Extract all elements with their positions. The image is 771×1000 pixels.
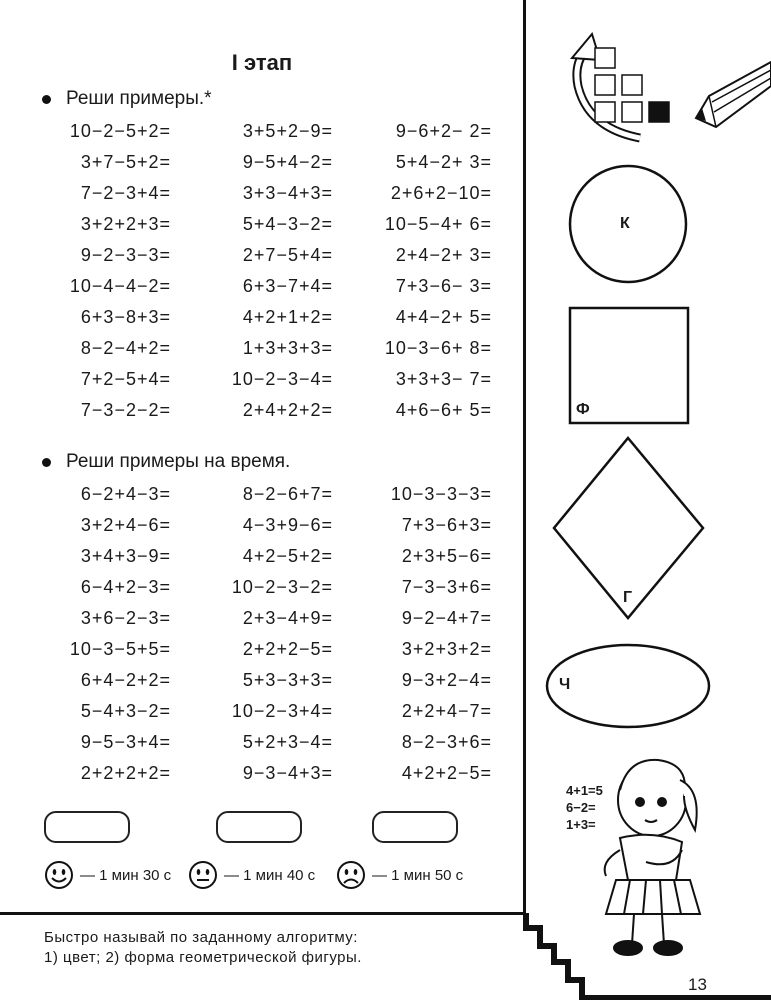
timing-text: — 1 мин 40 с [224,866,316,884]
equation: 8−2−6+7= [242,484,333,504]
equation: 10−4−4−2= [69,276,171,296]
board-line: 1+3= [566,817,596,832]
equation: 2+6+2−10= [390,183,492,203]
circle-label: К [620,215,630,232]
equation: 5+2+3−4= [242,732,333,752]
girl-illustration [605,760,700,955]
equation: 9−2−4+7= [401,608,492,628]
equation: 3+2+2+3= [80,214,171,234]
equation: 5+3−3+3= [242,670,333,690]
equation: 3+3+3− 7= [395,369,492,389]
equation: 3+4+3−9= [80,546,171,566]
equation: 6+3−7+4= [242,276,333,296]
instruction-2-text: Реши примеры на время. [66,451,291,472]
algorithm-icon [572,34,669,138]
equation: 10−2−3−2= [231,577,333,597]
equation: 8−2−4+2= [80,338,171,358]
equation: 7−3−3+6= [401,577,492,597]
equation: 3+5+2−9= [242,121,333,141]
equation: 5−4+3−2= [80,701,171,721]
equation: 7−3−2−2= [80,400,171,420]
equation: 3+7−5+2= [80,152,171,172]
equation: 4+2+2−5= [401,763,492,783]
equation: 6−4+2−3= [80,577,171,597]
ellipse-label: Ч [559,676,571,693]
pencil-icon [696,62,771,127]
equation: 2+2+2+2= [80,763,171,783]
equation: 3+2+3+2= [401,639,492,659]
equation: 10−2−3+4= [231,701,333,721]
equation: 9−6+2− 2= [395,121,492,141]
equation: 6+4−2+2= [80,670,171,690]
equation: 2+7−5+4= [242,245,333,265]
equation: 9−5−3+4= [80,732,171,752]
equation: 9−3−4+3= [242,763,333,783]
equation: 4+2+1+2= [242,307,333,327]
equation: 2+3−4+9= [242,608,333,628]
equation: 9−5+4−2= [242,152,333,172]
footer-line-1: Быстро называй по заданному алгоритму: [44,929,358,946]
timing-text: — 1 мин 50 с [372,866,464,884]
board-line: 4+1=5 [566,783,603,798]
equation: 2+4−2+ 3= [395,245,492,265]
equation: 4+2−5+2= [242,546,333,566]
equation: 2+4+2+2= [242,400,333,420]
equation: 4+4−2+ 5= [395,307,492,327]
board-math [566,782,603,833]
page-title: I этап [231,50,293,75]
equation: 7+3−6− 3= [395,276,492,296]
ellipse-shape [547,645,709,727]
equation: 5+4−2+ 3= [395,152,492,172]
equation: 10−3−3−3= [390,484,492,504]
equation: 4−3+9−6= [242,515,333,535]
equation: 2+3+5−6= [401,546,492,566]
equation: 4+6−6+ 5= [395,400,492,420]
equation: 10−5−4+ 6= [384,214,492,234]
equation: 10−2−5+2= [69,121,171,141]
footer-line-2: 1) цвет; 2) форма геометрической фигуры. [44,949,362,966]
equation: 7+3−6+3= [401,515,492,535]
equation: 6+3−8+3= [80,307,171,327]
equation: 3+6−2−3= [80,608,171,628]
equation: 9−3+2−4= [401,670,492,690]
equation: 1+3+3+3= [242,338,333,358]
equation: 3+3−4+3= [242,183,333,203]
equation: 8−2−3+6= [401,732,492,752]
board-line: 6−2= [566,800,596,815]
equation: 10−3−6+ 8= [384,338,492,358]
page-number: 13 [688,975,707,994]
timing-text: — 1 мин 30 с [80,866,172,884]
equation: 6−2+4−3= [80,484,171,504]
equation: 2+2+2−5= [242,639,333,659]
equation: 3+2+4−6= [80,515,171,535]
equation: 2+2+4−7= [401,701,492,721]
equation: 5+4−3−2= [242,214,333,234]
equation: 10−3−5+5= [69,639,171,659]
equation: 7+2−5+4= [80,369,171,389]
square-label: Ф [576,401,590,418]
rhombus-label: Г [623,589,633,606]
equation: 7−2−3+4= [80,183,171,203]
equation: 9−2−3−3= [80,245,171,265]
equation: 10−2−3−4= [231,369,333,389]
instruction-1-text: Реши примеры.* [66,88,212,109]
staircase-border [526,913,771,998]
